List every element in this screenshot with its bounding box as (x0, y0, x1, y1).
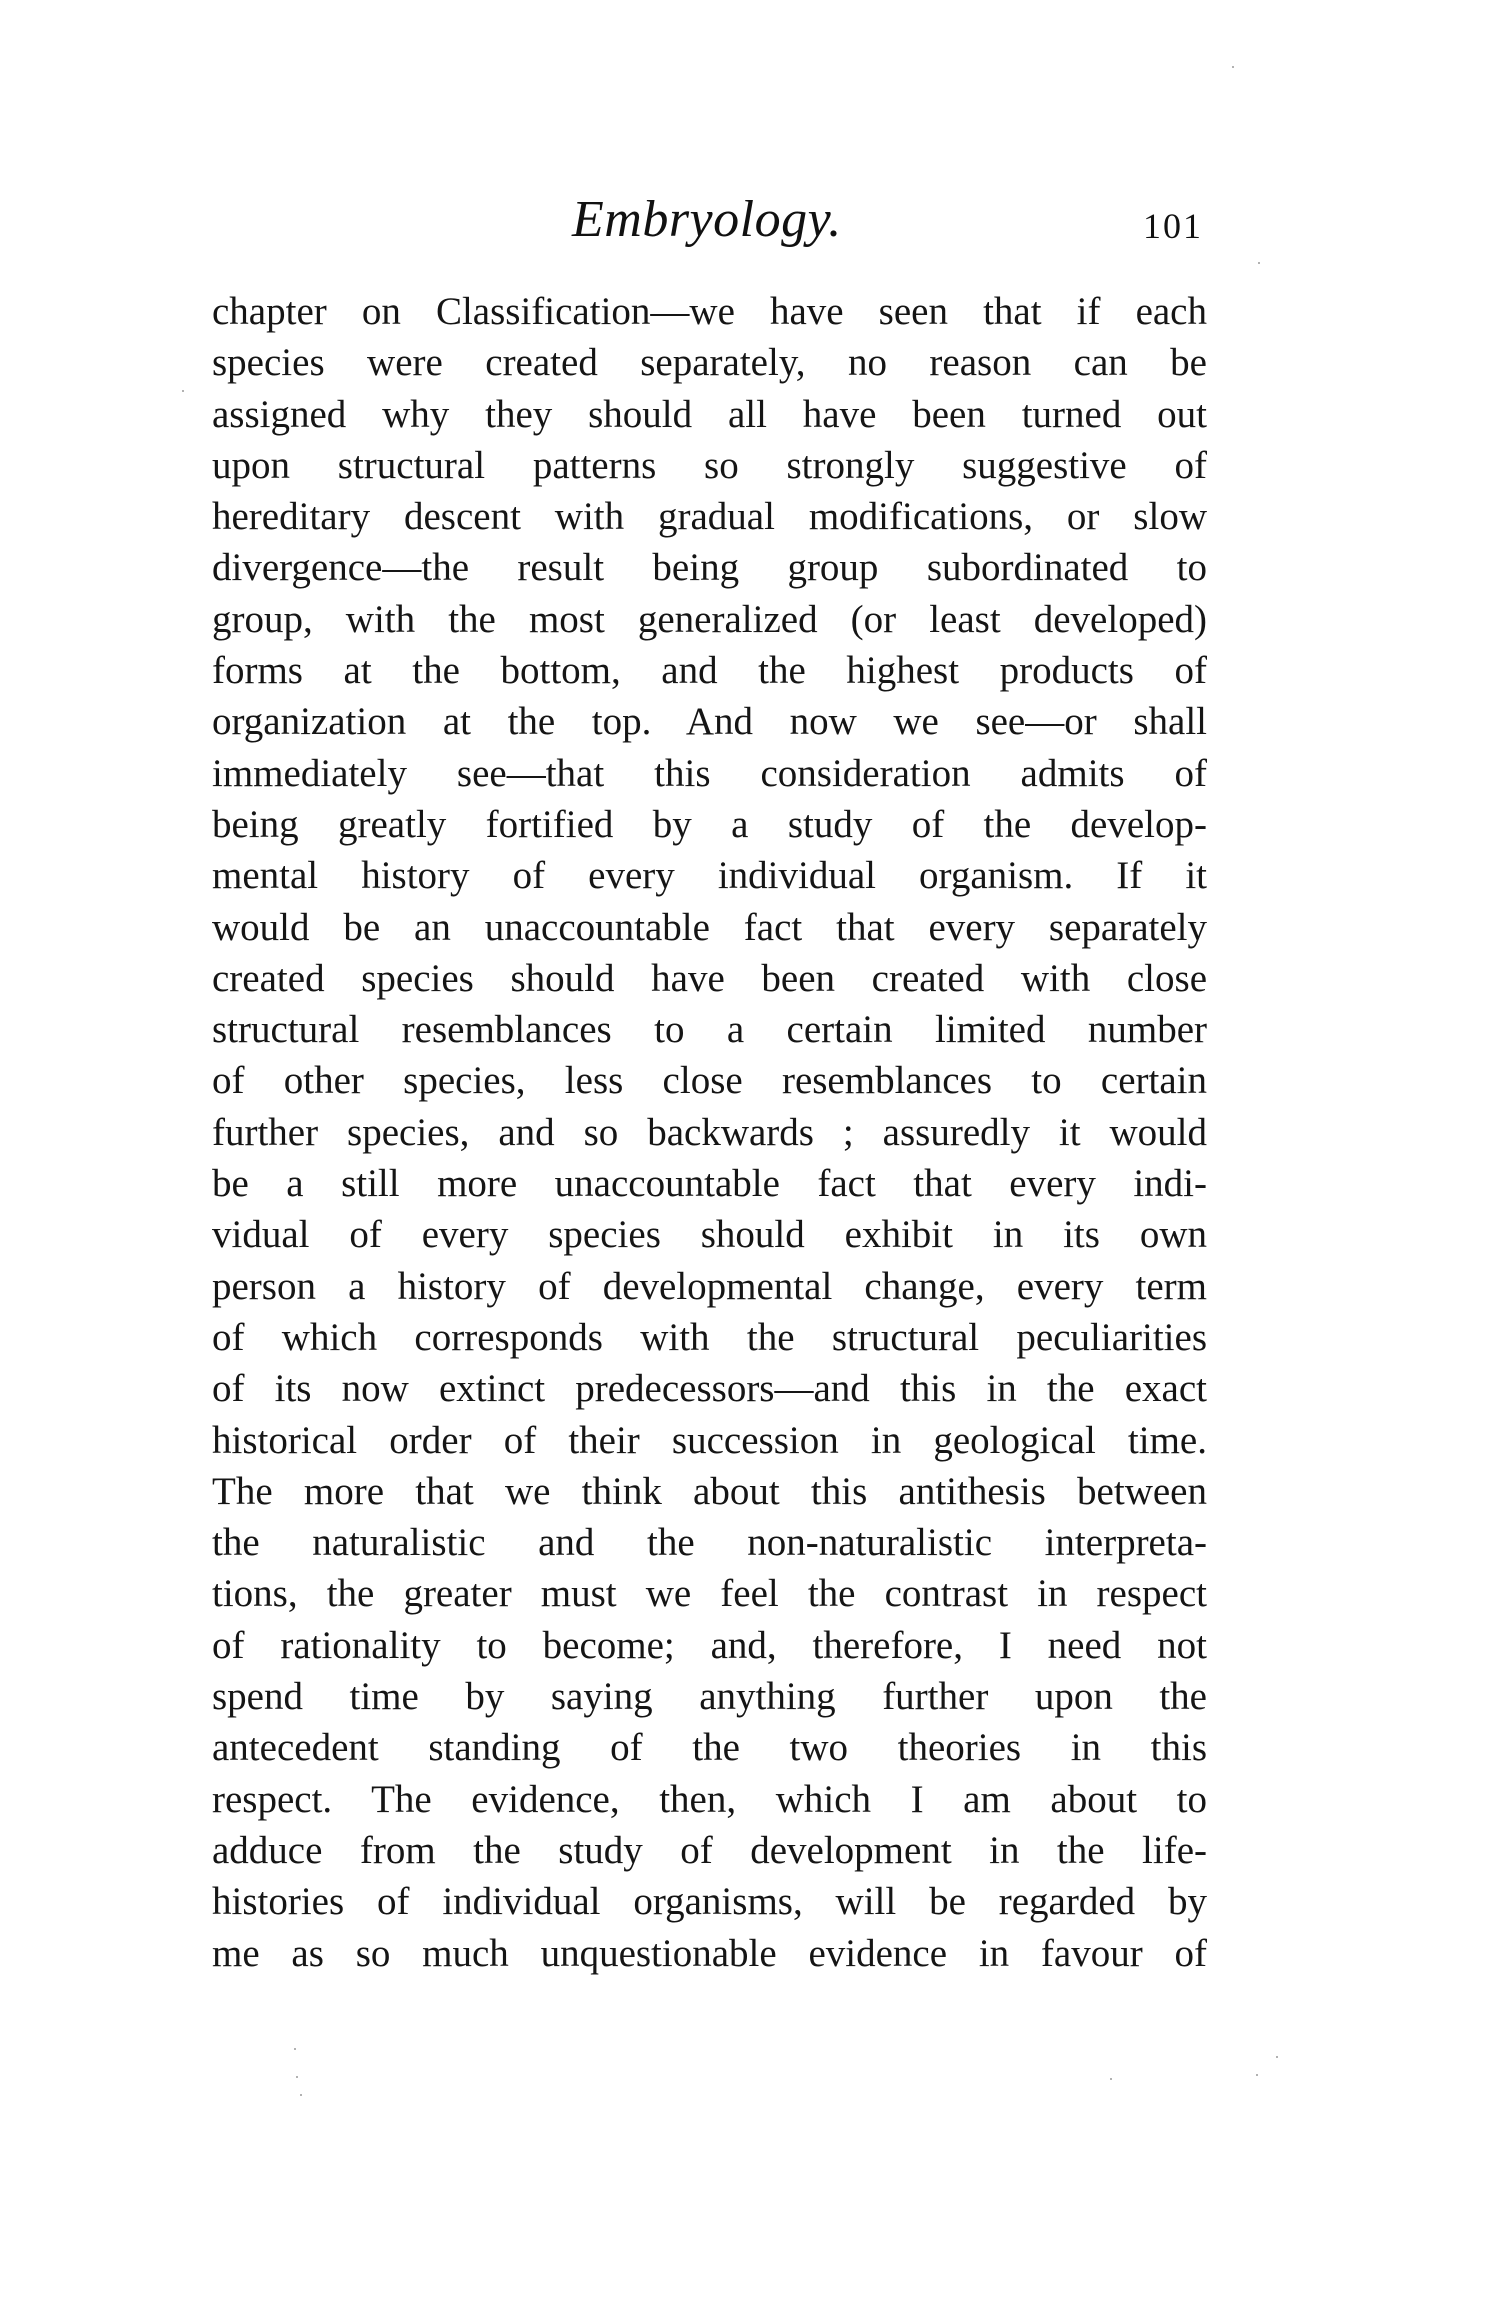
text-line: organization at the top. And now we see—or shall (212, 700, 1207, 744)
page-number: 101 (1143, 206, 1203, 246)
text-line: tions, the greater must we feel the contrast in respect (212, 1572, 1207, 1616)
text-line: the naturalistic and the non-naturalistic interpreta- (212, 1521, 1207, 1565)
text-line: forms at the bottom, and the highest products of (212, 649, 1207, 693)
running-title: Embryology. (572, 191, 842, 248)
text-line: hereditary descent with gradual modifications, or slow (212, 495, 1207, 539)
text-line: being greatly fortified by a study of the develop- (212, 802, 1207, 846)
text-line: be a still more unaccountable fact that every indi- (212, 1162, 1207, 1206)
scan-speck (294, 2048, 296, 2050)
text-line: further species, and so backwards ; assuredly it would (212, 1110, 1207, 1154)
text-line: spend time by saying anything further upon the (212, 1675, 1207, 1719)
scan-speck (1232, 66, 1234, 68)
text-line: chapter on Classification—we have seen that if each (212, 290, 1207, 333)
text-line: person a history of developmental change, every term (212, 1264, 1207, 1308)
text-line: of rationality to become; and, therefore, I need not (212, 1623, 1207, 1667)
text-line: histories of individual organisms, will be regarded by (212, 1880, 1207, 1924)
text-line: divergence—the result being group subordinated to (212, 546, 1207, 590)
scan-speck (300, 2094, 302, 2096)
text-line: upon structural patterns so strongly suggestive of (212, 443, 1207, 487)
scan-speck (1258, 262, 1260, 264)
text-line: of its now extinct predecessors—and this in the exact (212, 1367, 1207, 1411)
text-line: respect. The evidence, then, which I am about to (212, 1777, 1207, 1821)
text-line: me as so much unquestionable evidence in favour of (212, 1931, 1207, 1975)
scan-speck (296, 2076, 298, 2078)
text-line: structural resemblances to a certain limited number (212, 1008, 1207, 1052)
text-line: mental history of every individual organism. If it (212, 854, 1207, 898)
text-line: species were created separately, no reason can be (212, 341, 1207, 385)
text-line: group, with the most generalized (or least developed) (212, 597, 1207, 641)
text-line: adduce from the study of development in the life- (212, 1828, 1207, 1872)
body-text (212, 286, 1207, 1979)
text-line: historical order of their succession in geological time. (212, 1418, 1207, 1462)
scan-speck (1110, 2078, 1112, 2080)
text-line: vidual of every species should exhibit in its own (212, 1213, 1207, 1257)
text-line: would be an unaccountable fact that every separately (212, 905, 1207, 949)
running-head (212, 188, 1207, 252)
text-line: The more that we think about this antithesis between (212, 1469, 1207, 1513)
scan-speck (182, 390, 184, 392)
text-line: of which corresponds with the structural peculiarities (212, 1315, 1207, 1359)
scan-speck (1276, 2056, 1278, 2058)
text-line: immediately see—that this consideration admits of (212, 751, 1207, 795)
text-line: assigned why they should all have been turned out (212, 392, 1207, 436)
scan-speck (1256, 2074, 1258, 2076)
text-line: of other species, less close resemblances to certain (212, 1059, 1207, 1103)
text-line: created species should have been created with close (212, 956, 1207, 1000)
text-line: antecedent standing of the two theories in this (212, 1726, 1207, 1770)
